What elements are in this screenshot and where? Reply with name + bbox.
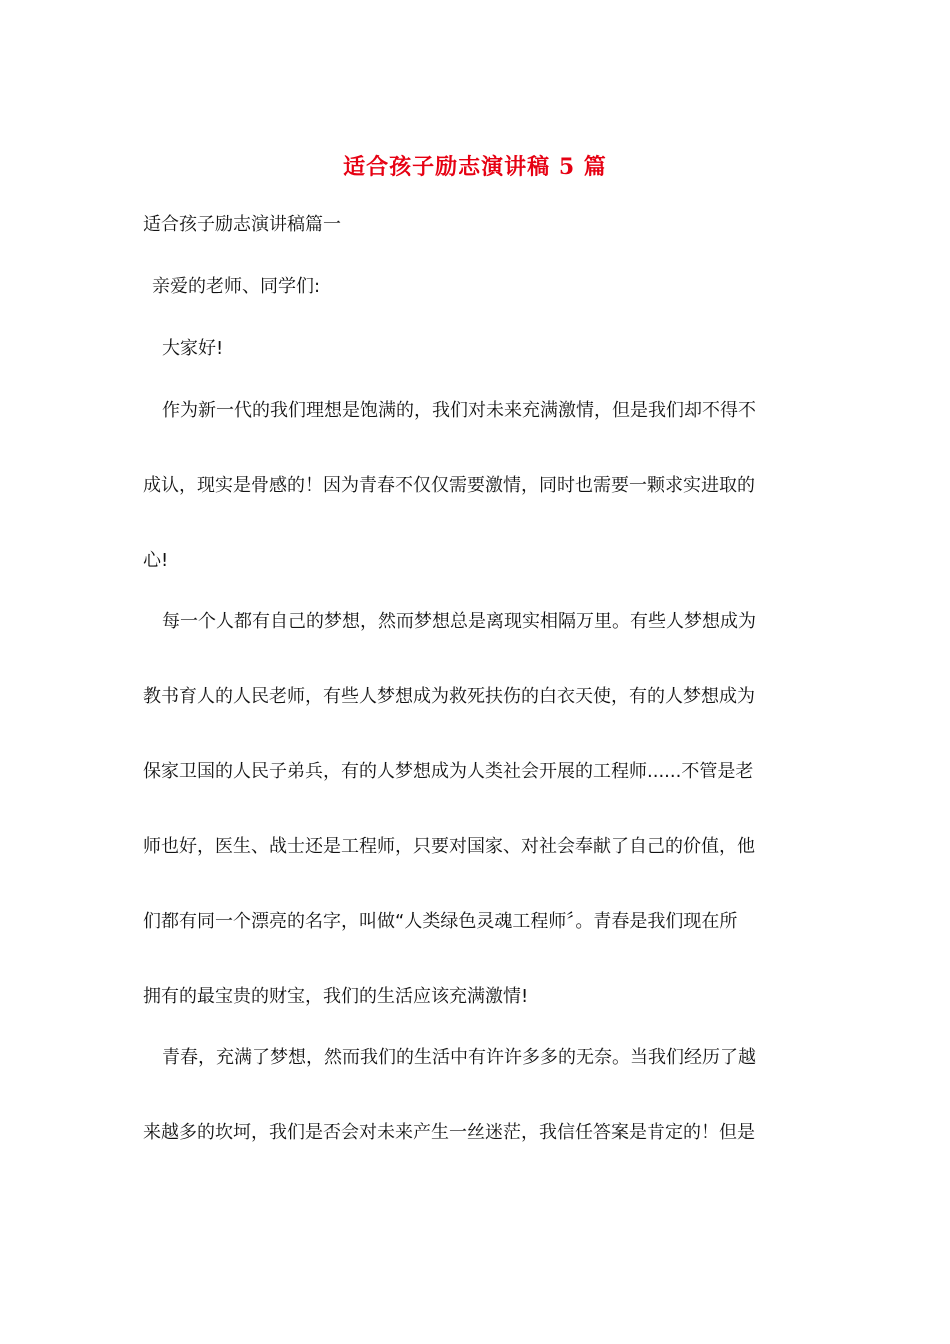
paragraph-line: 拥有的最宝贵的财宝，我们的生活应该充满激情!: [143, 986, 529, 1007]
document-title: 适合孩子励志演讲稿 5 篇: [343, 154, 607, 180]
paragraph-line: 师也好，医生、战士还是工程师，只要对国家、对社会奉献了自己的价值，他: [143, 836, 755, 857]
greeting-line: 大家好!: [162, 338, 224, 359]
section-heading: 适合孩子励志演讲稿篇一: [143, 214, 341, 235]
paragraph-line: 每一个人都有自己的梦想，然而梦想总是离现实相隔万里。有些人梦想成为: [162, 611, 756, 632]
paragraph-line: 们都有同一个漂亮的名字，叫做“人类绿色灵魂工程师〞。青春是我们现在所: [143, 911, 738, 932]
paragraph-line: 青春，充满了梦想，然而我们的生活中有许许多多的无奈。当我们经历了越: [162, 1047, 756, 1068]
paragraph-line: 心!: [143, 550, 169, 571]
paragraph-line: 作为新一代的我们理想是饱满的，我们对未来充满激情，但是我们却不得不: [162, 400, 756, 421]
paragraph-line: 教书育人的人民老师，有些人梦想成为救死扶伤的白衣天使，有的人梦想成为: [143, 686, 755, 707]
salutation-line: 亲爱的老师、同学们:: [152, 276, 321, 297]
paragraph-line: 保家卫国的人民子弟兵，有的人梦想成为人类社会开展的工程师......不管是老: [143, 761, 754, 782]
paragraph-line: 来越多的坎坷，我们是否会对未来产生一丝迷茫，我信任答案是肯定的！但是: [143, 1122, 755, 1143]
paragraph-line: 成认，现实是骨感的！因为青春不仅仅需要激情，同时也需要一颗求实进取的: [143, 475, 755, 496]
